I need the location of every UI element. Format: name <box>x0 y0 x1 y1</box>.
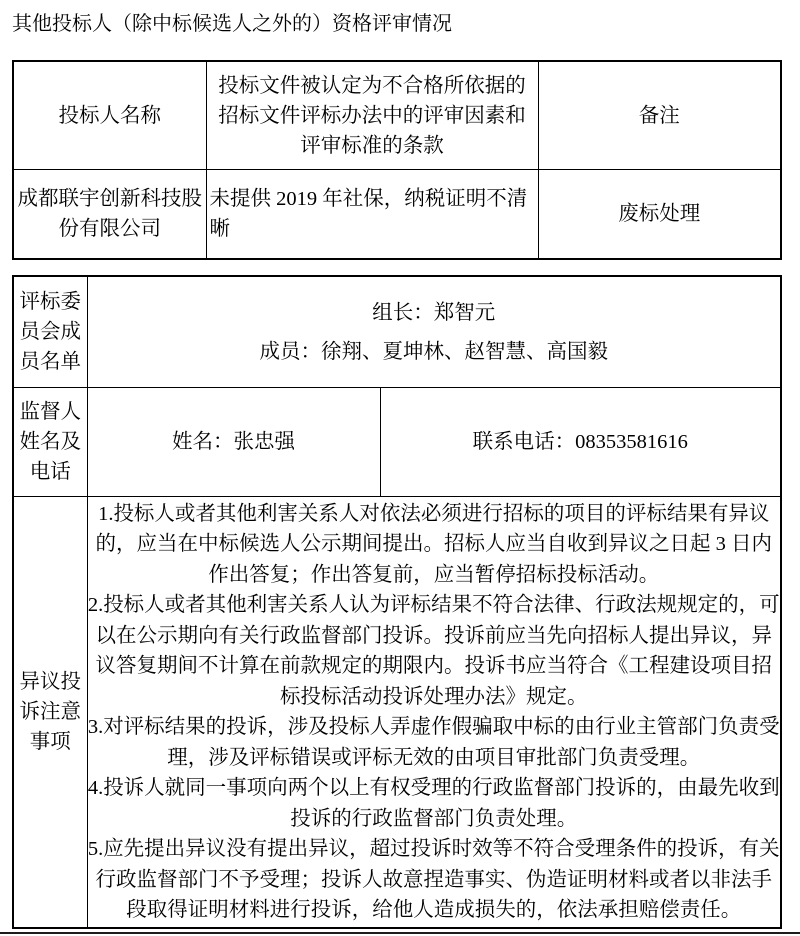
supervisor-name-cell: 姓名：张忠强 <box>87 388 380 497</box>
bidder-name-cell: 成都联宇创新科技股份有限公司 <box>13 170 206 260</box>
page-bottom-rule <box>0 932 800 934</box>
col-header-rejection-basis: 投标文件被认定为不合格所依据的招标文件评标办法中的评审因素和评审标准的条款 <box>206 61 538 170</box>
committee-members: 成员：徐翔、夏坤林、赵智慧、高国毅 <box>259 340 608 363</box>
col-header-bidder-name: 投标人名称 <box>13 61 206 170</box>
committee-row <box>13 276 781 388</box>
notice-row-label: 异议投诉注意事项 <box>13 497 87 929</box>
committee-row-label: 评标委员会成员名单 <box>13 276 87 388</box>
table-header-row <box>13 61 781 170</box>
notice-items-cell <box>87 497 781 929</box>
rejection-reason-cell: 未提供 2019 年社保，纳税证明不清晰 <box>206 170 538 260</box>
committee-members-cell <box>87 276 781 388</box>
evaluation-info-table <box>12 275 782 929</box>
unqualified-bidders-table <box>12 60 782 260</box>
notice-row <box>13 497 781 929</box>
notice-item-4: 4.投诉人就同一事项向两个以上有权受理的行政监督部门投诉的，由最先收到投诉的行政监督部门负责处理。 <box>87 777 780 830</box>
supervisor-row <box>13 388 781 497</box>
table-row <box>13 170 781 260</box>
supervisor-row-label: 监督人姓名及电话 <box>13 388 87 497</box>
remark-cell: 废标处理 <box>538 170 781 260</box>
notice-item-5: 5.应先提出异议没有提出异议，超过投诉时效等不符合受理条件的投诉，有关行政监督部门不予受理；投诉人故意捏造事实、伪造证明材料或者以非法手段取得证明材料进行投诉，给他人造成损失的，依法承担赔偿责任。 <box>87 838 780 921</box>
supervisor-phone-cell: 联系电话：08353581616 <box>380 388 781 497</box>
notice-item-2: 2.投标人或者其他利害关系人认为评标结果不符合法律、行政法规规定的，可以在公示期向有关行政监督部门投诉。投诉前应当先向招标人提出异议，异议答复期间不计算在前款规定的期限内。投诉书应当符合《工程建设项目招标投标活动投诉处理办法》规定。 <box>87 594 780 708</box>
col-header-remark: 备注 <box>538 61 781 170</box>
committee-leader: 组长：郑智元 <box>372 301 496 324</box>
notice-item-1: 1.投标人或者其他利害关系人对依法必须进行招标的项目的评标结果有异议的，应当在中标候选人公示期间提出。招标人应当自收到异议之日起 3 日内作出答复；作出答复前，应当暂停招标投标活动。 <box>95 502 772 586</box>
notice-item-3: 3.对评标结果的投诉，涉及投标人弄虚作假骗取中标的由行业主管部门负责受理，涉及评标错误或评标无效的由项目审批部门负责受理。 <box>87 716 780 769</box>
page-title: 其他投标人（除中标候选人之外的）资格评审情况 <box>12 13 452 35</box>
